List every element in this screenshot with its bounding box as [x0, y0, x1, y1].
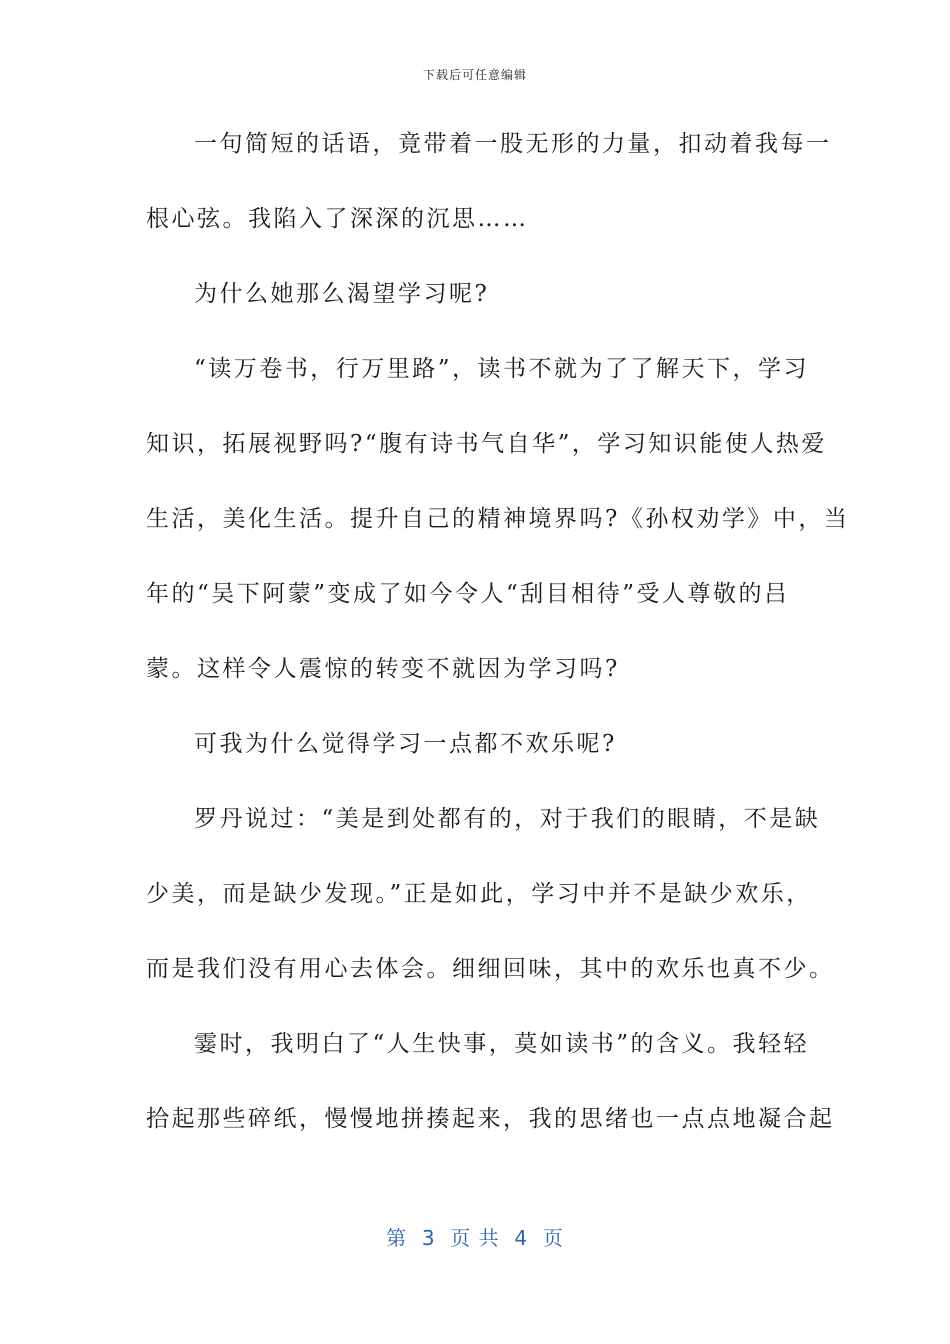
text-line: 蒙。这样令人震惊的转变不就因为学习吗? [146, 656, 620, 682]
text-line: 拾起那些碎纸，慢慢地拼揍起来，我的思绪也一点点地凝合起 [146, 1106, 835, 1132]
page-header: 下载后可任意编辑 [422, 68, 527, 82]
text-line: 为什么她那么渴望学习呢? [194, 281, 490, 307]
text-line: 可我为什么觉得学习一点都不欢乐呢? [194, 731, 617, 757]
text-line: 知识，拓展视野吗?“腹有诗书气自华”，学习知识能使人热爱 [146, 431, 827, 457]
text-line: 根心弦。我陷入了深深的沉思…… [146, 206, 529, 232]
text-line: 霎时，我明白了“人生快事，莫如读书”的含义。我轻轻 [194, 1031, 810, 1057]
text-line: 少美，而是缺少发现。”正是如此，学习中并不是缺少欢乐， [146, 881, 812, 907]
text-line: 罗丹说过：“美是到处都有的，对于我们的眼睛，不是缺 [194, 806, 821, 832]
text-line: “读万卷书，行万里路”，读书不就为了了解天下，学习 [194, 356, 810, 382]
text-line: 而是我们没有用心去体会。细细回味，其中的欢乐也真不少。 [146, 956, 835, 982]
document-body [146, 118, 850, 1168]
text-line: 生活，美化生活。提升自己的精神境界吗?《孙权劝学》中，当 [146, 506, 850, 532]
page-number-footer: 第 3 页 共 4 页 [386, 1226, 564, 1250]
text-line: 一句简短的话语，竟带着一股无形的力量，扣动着我每一 [194, 131, 832, 157]
text-line: 年的“吴下阿蒙”变成了如今令人“刮目相待”受人尊敬的吕 [146, 581, 790, 607]
